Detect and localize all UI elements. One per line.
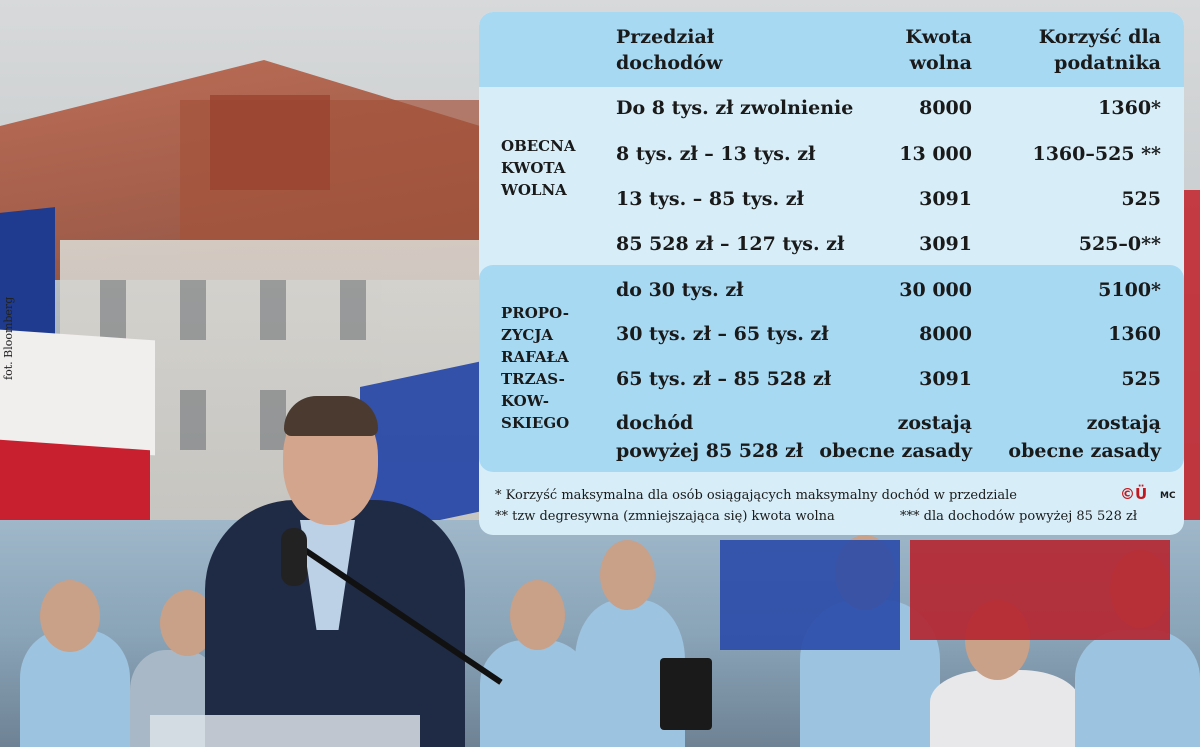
table-cell-benefit: zostają obecne zasady: [1008, 412, 1161, 462]
photo-credit: fot. Bloomberg: [2, 296, 15, 380]
table-cell-income: 85 528 zł – 127 tys. zł: [616, 233, 845, 255]
header-allowance: Kwota wolna: [905, 26, 972, 74]
crowd-person-head: [600, 540, 655, 610]
crowd-person-head: [510, 580, 565, 650]
building-window: [340, 280, 366, 340]
header-income-range: Przedział dochodów: [616, 26, 723, 74]
table-cell-allowance: 3091: [919, 368, 972, 390]
table-cell-benefit: 5100*: [1098, 279, 1161, 301]
polish-flag-white-stripe: [0, 330, 155, 456]
speaker-hair: [284, 396, 378, 436]
red-flag-crowd: [910, 540, 1170, 640]
building-window: [260, 280, 286, 340]
group-label-proposal: PROPO- ZYCJA RAFAŁA TRZAS- KOW- SKIEGO: [501, 304, 570, 432]
table-cell-benefit: 1360*: [1098, 97, 1161, 119]
crowd-person: [1075, 630, 1200, 747]
table-cell-income: 30 tys. zł – 65 tys. zł: [616, 323, 829, 345]
header-benefit: Korzyść dla podatnika: [1038, 26, 1161, 74]
footnote-2: ** tzw degresywna (zmniejszająca się) kwota wolna: [495, 509, 835, 524]
table-cell-benefit: 525: [1121, 368, 1161, 390]
footnote-3: *** dla dochodów powyżej 85 528 zł: [900, 509, 1138, 524]
table-cell-income: dochód powyżej 85 528 zł: [616, 412, 804, 462]
building-window: [180, 390, 206, 450]
table-cell-allowance: 8000: [919, 97, 972, 119]
crowd-person: [480, 640, 590, 747]
building-window: [100, 280, 126, 340]
building-window: [260, 390, 286, 450]
building-window: [180, 280, 206, 340]
table-cell-income: Do 8 tys. zł zwolnienie: [616, 97, 854, 119]
table-cell-allowance: zostają obecne zasady: [819, 412, 972, 462]
group-label-current: OBECNA KWOTA WOLNA: [501, 137, 576, 199]
table-cell-allowance: 8000: [919, 323, 972, 345]
table-cell-benefit: 525: [1121, 188, 1161, 210]
footnote-1: * Korzyść maksymalna dla osób osiągających maksymalny dochód w przedziale: [495, 488, 1017, 503]
copyright-mark: ©Ü: [1120, 485, 1148, 503]
crowd-person: [930, 670, 1080, 747]
phone-held-up: [660, 658, 712, 730]
eu-flag-crowd: [720, 540, 900, 650]
table-cell-allowance: 3091: [919, 188, 972, 210]
table-cell-income: 8 tys. zł – 13 tys. zł: [616, 143, 816, 165]
table-cell-allowance: 30 000: [899, 279, 972, 301]
microphone-icon: [281, 528, 307, 586]
copyright-initials: MC: [1160, 491, 1176, 501]
crowd-person-head: [40, 580, 100, 652]
table-cell-allowance: 3091: [919, 233, 972, 255]
table-cell-benefit: 1360: [1108, 323, 1161, 345]
lectern: [150, 715, 420, 747]
chimney: [210, 95, 330, 190]
tax-allowance-table: [479, 12, 1184, 535]
table-cell-benefit: 1360–525 **: [1032, 143, 1161, 165]
table-cell-allowance: 13 000: [899, 143, 972, 165]
table-cell-income: 65 tys. zł – 85 528 zł: [616, 368, 832, 390]
table-cell-income: do 30 tys. zł: [616, 279, 744, 301]
table-cell-income: 13 tys. – 85 tys. zł: [616, 188, 804, 210]
table-cell-benefit: 525–0**: [1078, 233, 1161, 255]
